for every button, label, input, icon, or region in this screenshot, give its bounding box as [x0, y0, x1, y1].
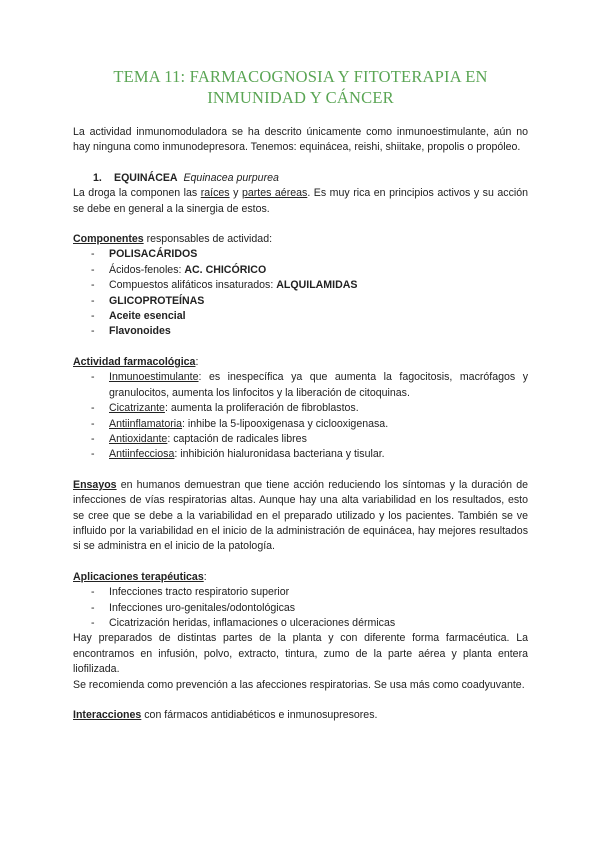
- list-item: [91, 432, 528, 447]
- aplicaciones-colon: :: [203, 570, 207, 583]
- ensayos-paragraph: [73, 478, 528, 555]
- item-bold: Flavonoides: [109, 325, 171, 338]
- activity-term: Antioxidante: [109, 432, 168, 445]
- actividad-list: [73, 370, 528, 462]
- activity-term: Cicatrizante: [109, 402, 165, 415]
- section-number: 1.: [93, 171, 102, 184]
- list-item: [91, 370, 528, 401]
- list-item: [91, 309, 528, 324]
- list-item: - Infecciones tracto respiratorio superior: [91, 585, 528, 600]
- section-heading-equinacea: [93, 171, 528, 186]
- activity-text: : inhibe la 5-lipooxigenasa y ciclooxigenasa.: [182, 417, 389, 430]
- aplicaciones-list: [73, 585, 528, 631]
- list-item: - Cicatrización heridas, inflamaciones o ulceraciones dérmicas: [91, 616, 528, 631]
- preparados-paragraph: Hay preparados de distintas partes de la planta y con diferente forma farmacéutica. La encontramos en infusión, polvo, extracto, tintura, zumo de la parte aérea y planta entera liofilizada.: [73, 632, 528, 676]
- list-item: [91, 247, 528, 262]
- list-item: [91, 294, 528, 309]
- actividad-colon: :: [195, 355, 199, 368]
- ensayos-label: Ensayos: [73, 478, 117, 491]
- activity-text: : captación de radicales libres: [167, 432, 307, 445]
- droga-paragraph: [73, 186, 528, 217]
- componentes-rest: responsables de actividad:: [143, 233, 273, 246]
- activity-term: Inmunoestimulante: [109, 371, 199, 384]
- interacciones-label: Interacciones: [73, 709, 142, 721]
- droga-text-a: La droga la componen las: [73, 187, 201, 200]
- aplicaciones-label: Aplicaciones terapéuticas: [73, 570, 204, 583]
- activity-term: Antiinflamatoria: [109, 417, 183, 430]
- partes-term: partes aéreas: [241, 187, 308, 200]
- componentes-heading: [73, 232, 528, 247]
- ensayos-text: en humanos demuestran que tiene acción reduciendo los síntomas y la duración de infecciones de vías respiratorias altas. Aunque hay una alta variabilidad en los resultados, esto se cree que se debe a la variabilidad en el preparado utilizado y los pacientes. También se ve influido por la variabilidad en el inicio de la administración de equinácea, hay mejores resultados si se administra en el inicio de la patología.: [73, 478, 528, 553]
- raices-term: raíces: [200, 187, 230, 200]
- intro-paragraph: La actividad inmunomoduladora se ha descrito únicamente como inmunoestimulante, aún no hay ninguna como inmunodepresora. Tenemos: equinácea, reishi, shiitake, propolis o propóleo.: [73, 126, 528, 154]
- actividad-heading: [73, 355, 528, 370]
- componentes-list: [73, 247, 528, 339]
- activity-text: : inhibición hialuronidasa bacteriana y tisular.: [174, 448, 385, 461]
- list-item: [91, 417, 528, 432]
- page-title: TEMA 11: FARMACOGNOSIA Y FITOTERAPIA EN INMUNIDAD Y CÁNCER: [113, 67, 488, 107]
- section-name: EQUINÁCEA: [114, 171, 178, 184]
- list-item: [91, 263, 528, 278]
- list-item: [91, 447, 528, 462]
- recomendacion-paragraph: Se recomienda como prevención a las afecciones respiratorias. Se usa más como coadyuvante.: [73, 678, 525, 691]
- item-pre: Compuestos alifáticos insaturados:: [109, 279, 277, 292]
- interacciones-paragraph: [73, 708, 528, 723]
- section-latin-name: Equinacea purpurea: [183, 171, 279, 184]
- list-item: - Infecciones uro-genitales/odontológicas: [91, 601, 528, 616]
- activity-text: : es inespecífica ya que aumenta la fagocitosis, macrófagos y granulocitos, aumenta los linfocitos y la liberación de citoquinas.: [109, 371, 528, 399]
- item-bold: AC. CHICÓRICO: [184, 263, 267, 276]
- actividad-label: Actividad farmacológica: [73, 355, 196, 368]
- list-item: [91, 278, 528, 293]
- droga-text-c: . Es muy rica en principios activos y su acción se debe en general a la sinergia de estos.: [73, 187, 528, 215]
- item-pre: Ácidos-fenoles:: [109, 263, 185, 276]
- componentes-label: Componentes: [73, 233, 144, 246]
- droga-text-b: y: [229, 187, 242, 200]
- activity-text: : aumenta la proliferación de fibroblastos.: [164, 402, 359, 415]
- aplicaciones-heading: [73, 570, 528, 585]
- list-item: [91, 324, 528, 339]
- item-bold: Aceite esencial: [109, 310, 186, 323]
- item-bold: POLISACÁRIDOS: [109, 248, 198, 261]
- interacciones-text: con fármacos antidiabéticos e inmunosupresores.: [141, 709, 378, 721]
- activity-term: Antiinfecciosa: [109, 448, 175, 461]
- item-bold: ALQUILAMIDAS: [276, 279, 358, 292]
- list-item: [91, 401, 528, 416]
- item-bold: GLICOPROTEÍNAS: [109, 294, 205, 307]
